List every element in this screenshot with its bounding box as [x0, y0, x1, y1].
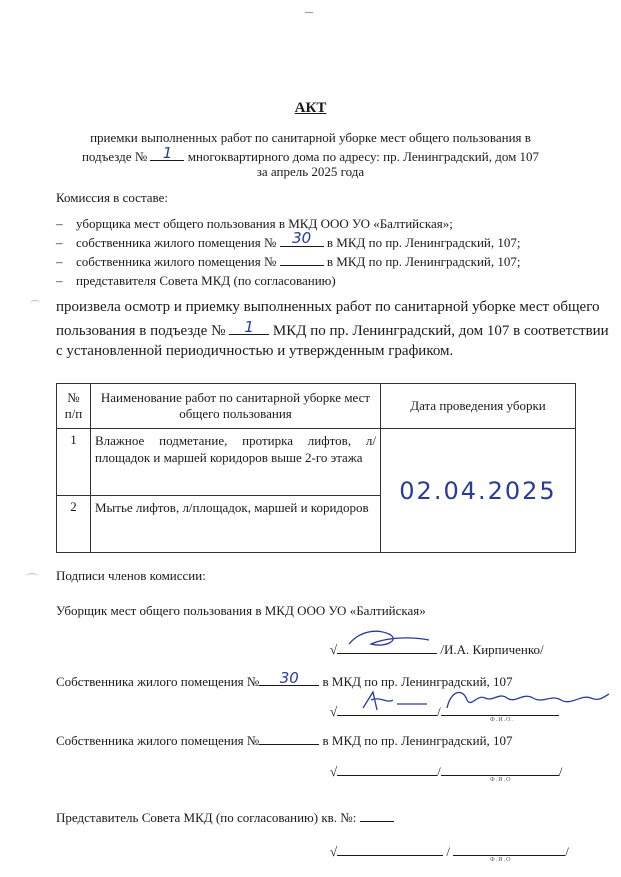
table-header-row [57, 384, 576, 429]
cleaner-line: Уборщик мест общего пользования в МКД ООО УО «Балтийская» [56, 603, 426, 618]
apartment-number-handwritten: 30 [292, 229, 312, 247]
header-date: Дата проведения уборки [381, 384, 576, 429]
apartment-number-field [280, 252, 324, 266]
check-mark: √ [330, 704, 338, 719]
entrance-prefix: подъезде № [81, 149, 148, 164]
council-signature-line [337, 842, 443, 856]
title-line-2 [0, 144, 621, 165]
owner1-signature-line [337, 702, 437, 716]
row-name: Влажное подметание, протирка лифтов, л/площадок и маршей коридоров выше 2-го этажа [91, 429, 381, 496]
member-text: представителя Совета МКД (по согласованию) [76, 273, 336, 288]
entrance-number-handwritten: 1 [162, 144, 173, 162]
cleaner-signature-row [330, 640, 544, 658]
owner2-signature-line [337, 762, 437, 776]
commission-label: Комиссия в составе: [56, 190, 168, 205]
works-table [56, 383, 576, 553]
fio-caption: Ф.И.О [490, 777, 512, 783]
owner2-signature-row: √ / / Ф.И.О [330, 764, 563, 783]
address-text: многоквартирного дома по адресу: пр. Ленинградский, дом 107 [187, 149, 540, 164]
apartment-number-handwritten: 30 [279, 669, 299, 687]
statement-suffix: МКД по пр. Ленинградский, дом 107 в соответствии [272, 323, 609, 339]
list-item [56, 271, 521, 290]
owner-suffix: в МКД по пр. Ленинградский, 107 [322, 733, 513, 748]
council-apartment-field [360, 808, 394, 822]
owner-prefix: Собственника жилого помещения № [56, 674, 260, 689]
member-text: собственника жилого помещения № [76, 235, 277, 250]
list-dash: – [56, 273, 63, 288]
list-dash: – [56, 254, 63, 269]
row-name: Мытье лифтов, л/площадок, маршей и коридоров [91, 496, 381, 553]
apartment-number-field [259, 669, 319, 687]
scan-artifact [26, 573, 38, 580]
row-num: 2 [57, 496, 91, 553]
statement-prefix: пользования в подъезде № [56, 323, 226, 339]
owner-suffix: в МКД по пр. Ленинградский, 107 [322, 674, 513, 689]
handwritten-name [441, 684, 611, 714]
handwritten-signature [345, 626, 435, 652]
owner-prefix: Собственника жилого помещения № [56, 733, 260, 748]
entrance-number-field [229, 318, 269, 336]
date-cell [381, 429, 576, 553]
header-num: № п/п [57, 384, 91, 429]
owner1-name-line [441, 702, 559, 716]
member-text-suffix: в МКД по пр. Ленинградский, 107; [326, 235, 521, 250]
owner2-name-line [441, 762, 559, 776]
row-num: 1 [57, 429, 91, 496]
check-mark: √ [330, 844, 338, 859]
fio-caption: Ф.И.О. [490, 717, 514, 723]
document-title: АКТ [294, 100, 327, 116]
council-signature-row: √ / / Ф.И.О [330, 844, 569, 863]
check-mark: √ [330, 642, 338, 657]
scan-artifact [30, 300, 40, 307]
scan-mark [305, 12, 313, 13]
apartment-number-field [280, 229, 324, 247]
entrance-number-field [150, 144, 184, 162]
signatures-label: Подписи членов комиссии: [56, 568, 206, 583]
owner2-line [56, 731, 513, 749]
member-text-suffix: в МКД по пр. Ленинградский, 107; [326, 254, 521, 269]
handwritten-date: 02.04.2025 [399, 476, 557, 505]
commission-list [56, 214, 521, 290]
apartment-number-field [259, 731, 319, 745]
statement-line-2 [56, 318, 609, 340]
list-dash: – [56, 216, 63, 231]
fio-caption: Ф.И.О [490, 857, 512, 863]
header-name: Наименование работ по санитарной уборке мест общего пользования [91, 384, 381, 429]
owner1-signature-row: √ / Ф.И.О. [330, 702, 559, 720]
entrance-number-handwritten: 1 [244, 318, 254, 336]
table-row [57, 429, 576, 496]
statement-line-1: произвела осмотр и приемку выполненных работ по санитарной уборке мест общего [56, 299, 600, 315]
member-text: собственника жилого помещения № [76, 254, 277, 269]
list-item [56, 252, 521, 271]
list-item [56, 229, 521, 252]
council-text: Представитель Совета МКД (по согласованию) кв. №: [56, 810, 357, 825]
title-line-3: за апрель 2025 года [256, 164, 365, 179]
title-line-1: приемки выполненных работ по санитарной уборке мест общего пользования в [90, 130, 531, 145]
check-mark: √ [330, 764, 338, 779]
statement-line-3: с установленной периодичностью и утвержденным графиком. [56, 343, 454, 359]
council-name-line [453, 842, 565, 856]
member-text: уборщика мест общего пользования в МКД ООО УО «Балтийская»; [76, 216, 453, 231]
council-line [56, 808, 394, 826]
list-dash: – [56, 235, 63, 250]
handwritten-signature [357, 688, 437, 714]
cleaner-signature-line [337, 640, 437, 654]
cleaner-name: /И.А. Кирпиченко/ [440, 642, 544, 657]
